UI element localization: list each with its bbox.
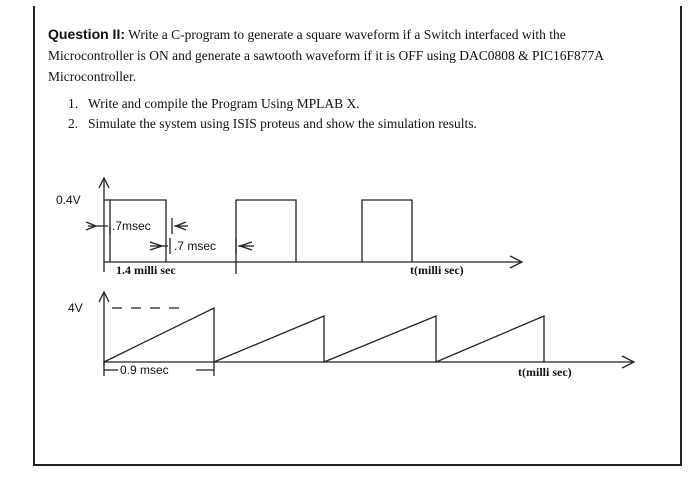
question-body: Write a C-program to generate a square waveform if a Switch interfaced with the Microcontroller is ON and generate a sawtooth waveform if it is OFF using DAC0808 & PIC16F877A Microcontroller. xyxy=(48,27,604,84)
square-low-time-label: .7 msec xyxy=(174,239,217,253)
task-text: Write and compile the Program Using MPLAB X. xyxy=(88,96,360,111)
sawtooth-wave-line xyxy=(104,308,544,362)
task-number: 1. xyxy=(68,96,79,111)
square-high-time-label: .7msec xyxy=(112,219,151,233)
square-amplitude-label: 0.4V xyxy=(56,193,81,207)
sawtooth-period-label: 0.9 msec xyxy=(120,363,169,377)
square-wave-diagram xyxy=(86,178,522,274)
task-text: Simulate the system using ISIS proteus and show the simulation results. xyxy=(88,116,477,131)
task-number: 2. xyxy=(68,116,79,131)
sawtooth-amplitude-label: 4V xyxy=(68,301,83,315)
sawtooth-wave-diagram xyxy=(99,292,634,376)
question-label: Question II: xyxy=(48,26,125,42)
square-period-label: 1.4 milli sec xyxy=(116,263,176,277)
square-pulse xyxy=(362,200,412,262)
square-pulse xyxy=(236,200,296,262)
square-time-axis-label: t(milli sec) xyxy=(410,263,464,277)
sawtooth-time-axis-label: t(milli sec) xyxy=(518,365,572,379)
